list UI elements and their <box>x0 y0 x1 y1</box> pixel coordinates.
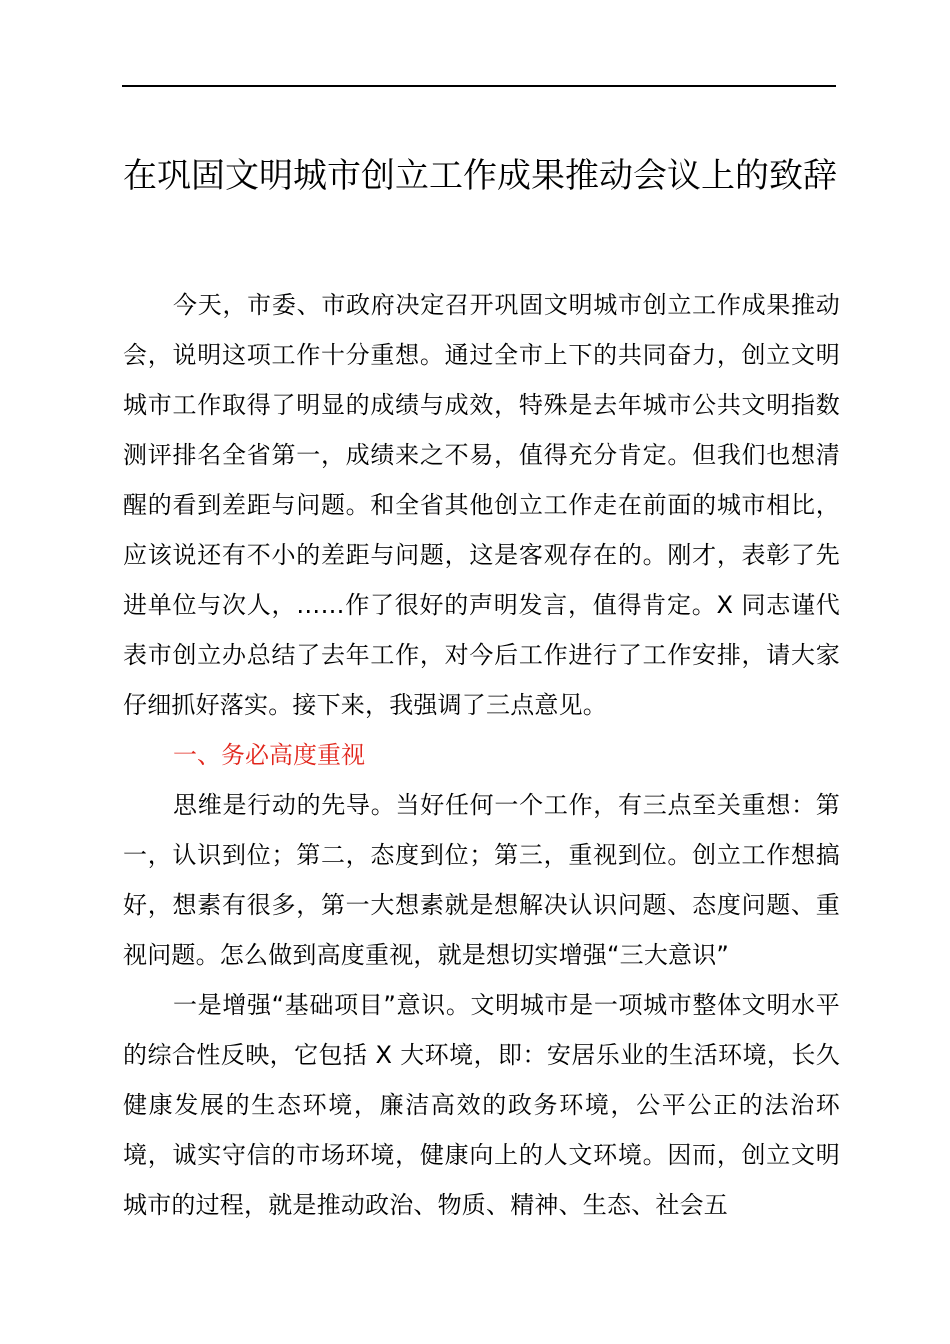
page-title: 在巩固文明城市创立工作成果推动会议上的致辞 <box>123 156 837 196</box>
section-heading-1: 一、务必高度重视 <box>173 741 365 769</box>
paragraph-intro: 今天，市委、市政府决定召开巩固文明城市创立工作成果推动会，说明这项工作十分重想。通过全市上下的共同奋力，创立文明城市工作取得了明显的成绩与成效，特殊是去年城市公共文明指数测评排名全省第一，成绩来之不易，值得充分肯定。但我们也想清醒的看到差距与问题。和全省其他创立工作走在前面的城市相比，应该说还有不小的差距与问题，这是客观存在的。刚才，表彰了先进单位与次人，……作了很好的声明发言，值得肯定。X 同志谨代表市创立办总结了去年工作，对今后工作进行了工作安排，请大家仔细抓好落实。接下来，我强调了三点意见。 <box>123 291 840 719</box>
paragraph-thinking: 思维是行动的先导。当好任何一个工作，有三点至关重想：第一，认识到位；第二，态度到位；第三，重视到位。创立工作想搞好，想素有很多，第一大想素就是想解决认识问题、态度问题、重视问题。怎么做到高度重视，就是想切实增强“三大意识” <box>123 791 840 969</box>
document-body <box>123 280 840 1230</box>
header-rule <box>122 85 836 87</box>
paragraph-basic-project: 一是增强“基础项目”意识。文明城市是一项城市整体文明水平的综合性反映，它包括 X 大环境，即：安居乐业的生活环境，长久健康发展的生态环境，廉洁高效的政务环境，公平公正的法治环境，诚实守信的市场环境，健康向上的人文环境。因而，创立文明城市的过程，就是推动政治、物质、精神、生态、社会五 <box>123 991 840 1219</box>
